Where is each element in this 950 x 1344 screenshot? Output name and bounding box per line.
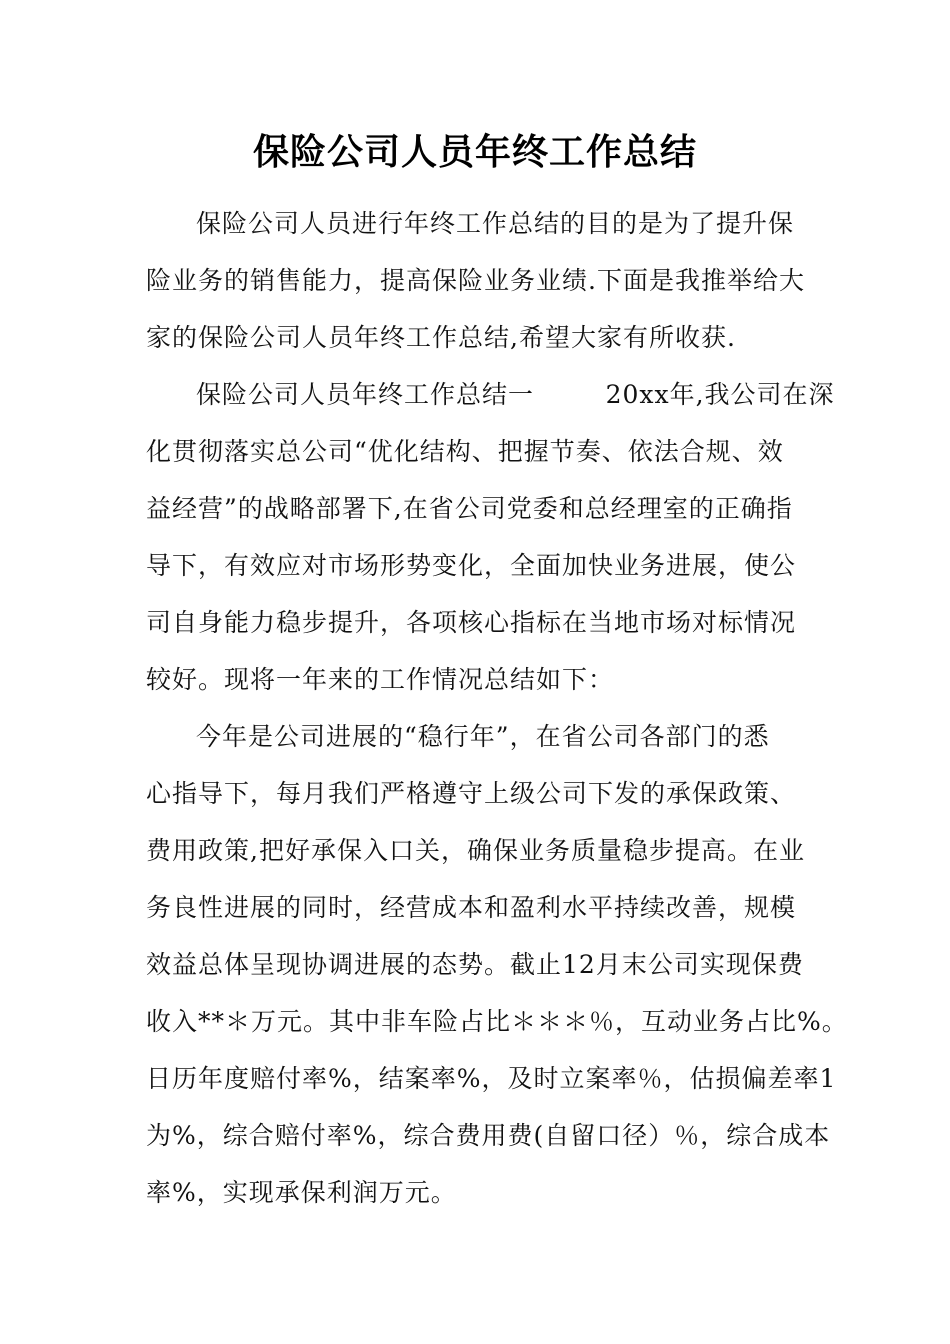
paragraph-line: 费用政策,把好承保入口关，确保业务质量稳步提高。在业 (146, 836, 805, 865)
paragraph-line: 司自身能力稳步提升，各项核心指标在当地市场对标情况 (146, 608, 797, 637)
document-title: 保险公司人员年终工作总结 (252, 131, 697, 173)
paragraph-line: 保险公司人员进行年终工作总结的目的是为了提升保 (196, 209, 795, 238)
paragraph-line: 为%，综合赔付率%，综合费用费(自留口径）％，综合成本 (146, 1121, 831, 1150)
paragraph-line: 效益总体呈现协调进展的态势。截止12月末公司实现保费 (146, 950, 804, 979)
paragraph-line: 较好。现将一年来的工作情况总结如下： (146, 665, 615, 694)
paragraph-line: 家的保险公司人员年终工作总结,希望大家有所收获. (146, 323, 736, 352)
paragraph-line: 化贯彻落实总公司“优化结构、把握节奏、依法合规、效 (146, 437, 784, 466)
paragraph-line: 收入**＊万元。其中非车险占比＊＊＊％，互动业务占比%。 (146, 1007, 848, 1036)
paragraph-line: 险业务的销售能力，提高保险业务业绩.下面是我推举给大 (146, 266, 805, 295)
paragraph-line: 保险公司人员年终工作总结一 20xx年,我公司在深 (196, 380, 835, 409)
paragraph-line: 今年是公司进展的“稳行年”，在省公司各部门的悉 (196, 722, 770, 751)
paragraph-line: 益经营”的战略部署下,在省公司党委和总经理室的正确指 (146, 494, 793, 523)
paragraph-line: 日历年度赔付率%，结案率%，及时立案率％，估损偏差率1 (146, 1064, 837, 1093)
paragraph-line: 务良性进展的同时，经营成本和盈利水平持续改善，规模 (146, 893, 797, 922)
paragraph-line: 导下，有效应对市场形势变化，全面加快业务进展，使公 (146, 551, 797, 580)
paragraph-line: 心指导下，每月我们严格遵守上级公司下发的承保政策、 (146, 779, 797, 808)
paragraph-line: 率%，实现承保利润万元。 (146, 1178, 457, 1207)
